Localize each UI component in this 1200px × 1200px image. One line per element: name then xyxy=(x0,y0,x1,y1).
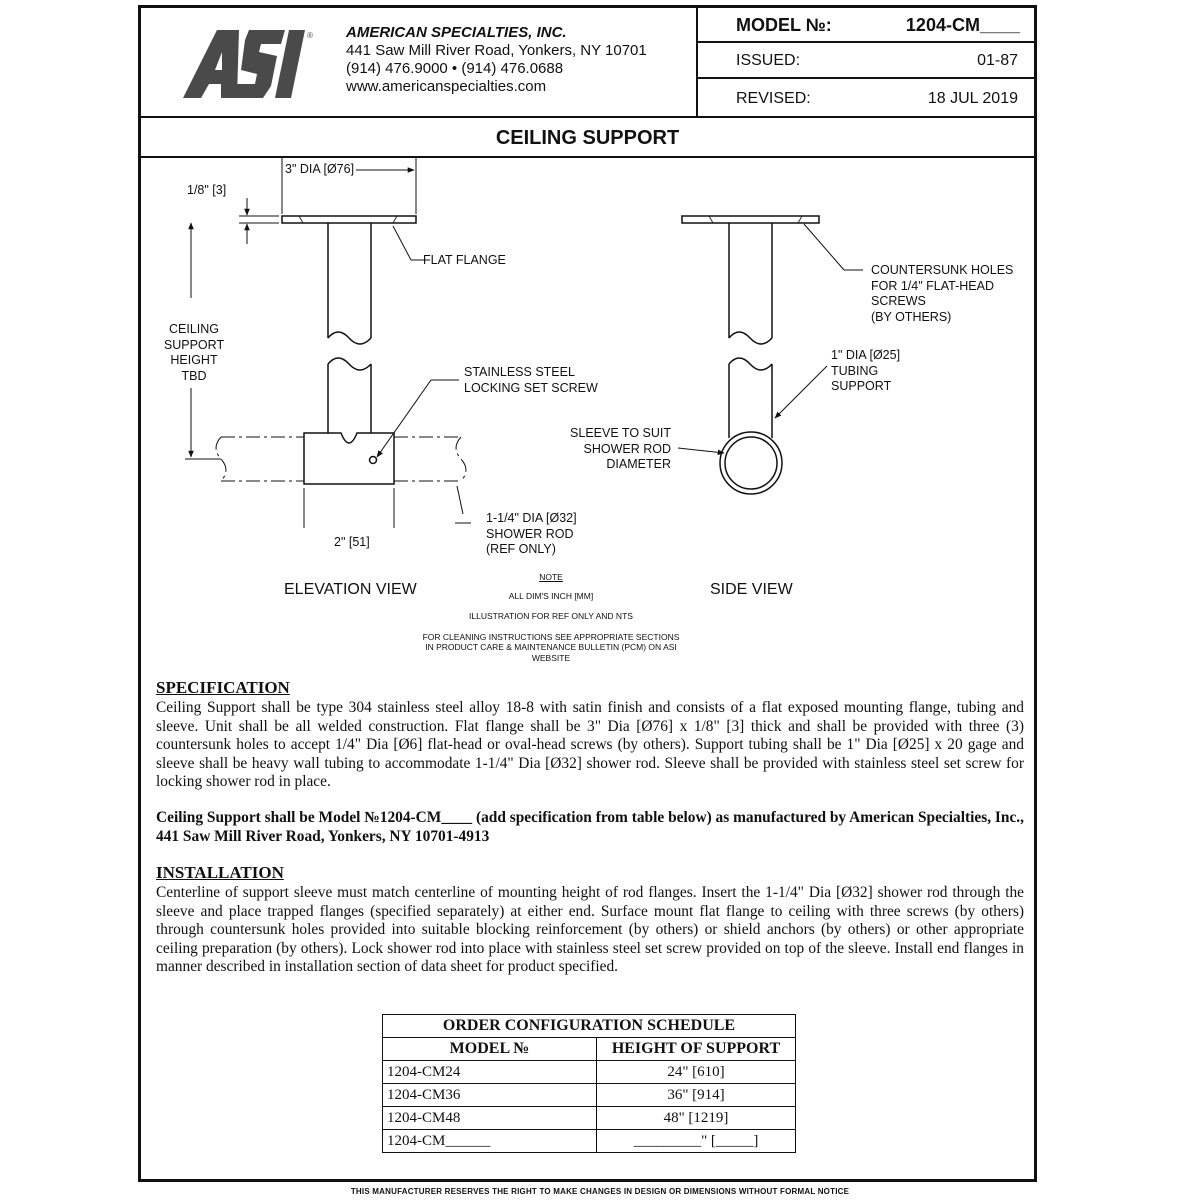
label-support-height xyxy=(163,322,225,384)
specification-section xyxy=(156,678,1024,846)
holes-line-2: FOR 1/4" FLAT-HEAD xyxy=(871,278,994,293)
setscrew-line-2: LOCKING SET SCREW xyxy=(464,380,598,395)
cell-model: 1204-CM36 xyxy=(383,1084,597,1107)
note-cleaning-1: FOR CLEANING INSTRUCTIONS SEE APPROPRIATE SECTIONS xyxy=(422,631,680,642)
tube-line-1: 1" DIA [Ø25] xyxy=(831,348,901,362)
order-configuration-table xyxy=(382,1014,796,1153)
col-header-model: MODEL № xyxy=(383,1038,597,1061)
installation-section xyxy=(156,863,1024,977)
model-value: 1204-CM____ xyxy=(905,15,1020,35)
label-flat-flange: FLAT FLANGE xyxy=(423,253,506,267)
company-address: 441 Saw Mill River Road, Yonkers, NY 10701 xyxy=(346,42,647,59)
rod-line-1: 1-1/4" DIA [Ø32] xyxy=(486,511,577,525)
holes-line-4: (BY OTHERS) xyxy=(871,309,952,324)
table-row xyxy=(383,1084,796,1107)
model-statement: Ceiling Support shall be Model №1204-CM____ (add specification from table below) as manufactured by American Specialties, Inc., 441 Saw Mill River Road, Yonkers, NY 10701-4913 xyxy=(156,808,1024,845)
note-cleaning-2: IN PRODUCT CARE & MAINTENANCE BULLETIN (PCM) ON ASI xyxy=(425,642,677,652)
specification-body: Ceiling Support shall be type 304 stainless steel alloy 18-8 with satin finish and consists of a flat exposed mounting flange, tubing and sleeve. Unit shall be all welded construction. Flat flange shall be 3" Dia [Ø76] x 1/8" [3] thick and shall be provided with three (3) countersunk holes to accept 1/4" Dia [Ø6] flat-head or oval-head screws (by others). Support tubing shall be 1" Dia [Ø25] x 20 gage and sleeve shall be heavy wall tubing to accommodate 1-1/4" Dia [Ø32] shower rod. Sleeve shall be provided with stainless steel set screw for locking shower rod in place. xyxy=(156,699,1024,791)
cell-model: 1204-CM24 xyxy=(383,1061,597,1084)
label-sleeve xyxy=(555,426,671,473)
label-elevation-view: ELEVATION VIEW xyxy=(284,581,417,598)
model-label: MODEL №: xyxy=(736,15,832,35)
holes-line-3: SCREWS xyxy=(871,294,926,308)
company-name: AMERICAN SPECIALTIES, INC. xyxy=(346,24,567,41)
table-row xyxy=(383,1061,796,1084)
installation-body: Centerline of support sleeve must match centerline of mounting height of rod flanges. Insert the 1-1/4" Dia [Ø32] shower rod through the sleeve and place trapped flanges (specified separately) at either end. Surface mount flat flange to ceiling with three screws (by others) through countersunk holes provided into suitable blocking reinforcement (by others) or shield anchors (by others) or other appropriate ceiling preparation (by others). Lock shower rod into place with stainless steel set screw provided on top of the sleeve. Install end flanges in manner described in installation section of data sheet for product specified. xyxy=(156,884,1024,976)
installation-heading: INSTALLATION xyxy=(156,863,284,882)
label-tubing-support xyxy=(831,348,900,395)
label-shower-rod xyxy=(486,511,577,558)
cell-model: 1204-CM______ xyxy=(383,1130,597,1153)
tube-line-2: TUBING xyxy=(831,363,879,378)
table-row xyxy=(383,1107,796,1130)
specification-heading: SPECIFICATION xyxy=(156,678,290,697)
page-title: CEILING SUPPORT xyxy=(141,118,1034,158)
footer-notice: THIS MANUFACTURER RESERVES THE RIGHT TO MAKE CHANGES IN DESIGN OR DIMENSIONS WITHOUT FORMAL NOTICE xyxy=(350,1187,850,1196)
cell-height: 48" [1219] xyxy=(597,1107,796,1130)
tube-line-3: SUPPORT xyxy=(831,379,892,393)
dim-flange-thickness: 1/8" [3] xyxy=(187,183,227,197)
svg-text:®: ® xyxy=(307,31,313,40)
note-title: NOTE xyxy=(539,572,563,582)
rod-line-3: (REF ONLY) xyxy=(486,542,556,556)
drawing-notes xyxy=(391,572,711,663)
dim-sleeve-width: 2" [51] xyxy=(331,535,373,551)
height-line-1: CEILING xyxy=(168,322,219,336)
sleeve-line-2: SHOWER ROD xyxy=(583,441,671,456)
note-cleaning-3: WEBSITE xyxy=(531,652,571,663)
data-sheet xyxy=(138,5,1037,1182)
cell-height: _________" [_____] xyxy=(597,1130,796,1153)
height-line-3: HEIGHT xyxy=(170,353,218,367)
cell-height: 36" [914] xyxy=(597,1084,796,1107)
side-sleeve xyxy=(720,432,782,494)
sleeve-line-3: DIAMETER xyxy=(606,457,671,471)
company-website[interactable]: www.americanspecialties.com xyxy=(346,78,547,95)
note-dims: ALL DIM'S INCH [MM] xyxy=(508,590,594,601)
cell-height: 24" [610] xyxy=(597,1061,796,1084)
revised-label: REVISED: xyxy=(736,90,811,107)
rod-line-2: SHOWER ROD xyxy=(486,526,574,541)
table-row xyxy=(383,1130,796,1153)
cell-model: 1204-CM48 xyxy=(383,1107,597,1130)
issued-value: 01-87 xyxy=(977,52,1018,69)
company-phone: (914) 476.9000 • (914) 476.0688 xyxy=(346,60,564,77)
issued-label: ISSUED: xyxy=(736,52,801,69)
sleeve-line-1: SLEEVE TO SUIT xyxy=(570,426,671,440)
label-set-screw xyxy=(464,365,598,396)
note-illustration: ILLUSTRATION FOR REF ONLY AND NTS xyxy=(469,611,633,621)
revised-value: 18 JUL 2019 xyxy=(927,90,1018,107)
elevation-sleeve xyxy=(304,433,394,484)
col-header-height: HEIGHT OF SUPPORT xyxy=(597,1038,796,1061)
dim-flange-dia: 3" DIA [Ø76] xyxy=(285,162,355,176)
label-side-view: SIDE VIEW xyxy=(710,581,793,598)
setscrew-line-1: STAINLESS STEEL xyxy=(464,365,575,379)
height-line-2: SUPPORT xyxy=(163,337,225,352)
label-countersunk-holes xyxy=(871,263,1013,325)
height-line-4: TBD xyxy=(181,368,207,383)
table-title: ORDER CONFIGURATION SCHEDULE xyxy=(383,1015,796,1038)
holes-line-1: COUNTERSUNK HOLES xyxy=(871,263,1014,277)
